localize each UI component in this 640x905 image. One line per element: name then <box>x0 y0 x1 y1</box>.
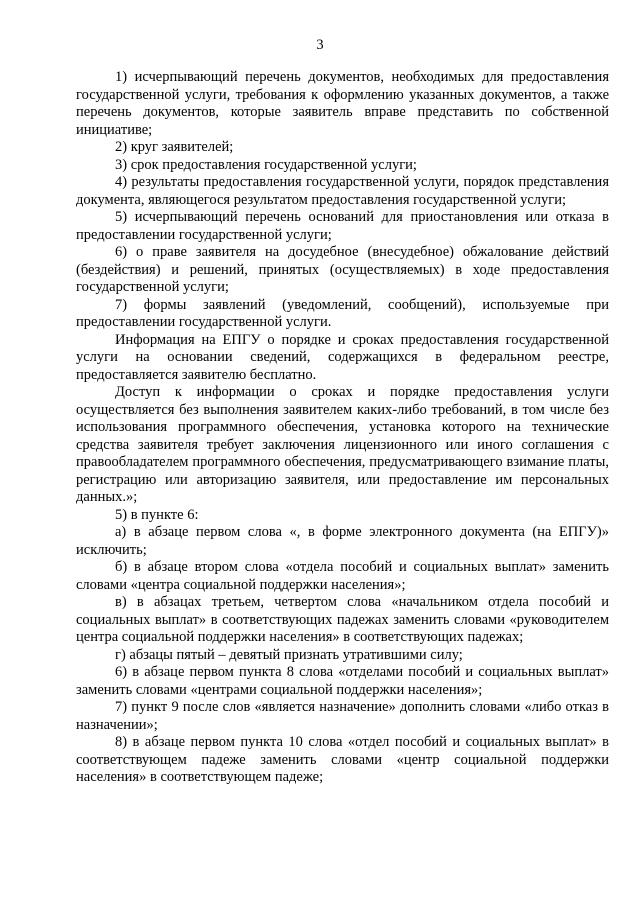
paragraph-subitem-b: б) в абзаце втором слова «отдела пособий и социальных выплат» заменить словами «центра социальной поддержки населения»; <box>76 559 609 593</box>
paragraph-subitem-g: г) абзацы пятый – девятый признать утратившими силу; <box>115 646 463 663</box>
paragraph-item-7: 7) формы заявлений (уведомлений, сообщений), используемые при предоставлении государственной услуги. <box>76 296 609 330</box>
page-number: 3 <box>316 37 324 53</box>
paragraph-item-3: 3) срок предоставления государственной услуги; <box>115 156 417 173</box>
paragraph-amend-8: 8) в абзаце первом пункта 10 слова «отдел пособий и социальных выплат» в соответствующем падеже заменить словами «центр социальной поддержки населения» в соответствующем падеже; <box>76 734 609 785</box>
document-body <box>76 69 609 787</box>
paragraph-item-5: 5) исчерпывающий перечень оснований для приостановления или отказа в предоставлении государственной услуги; <box>76 209 609 243</box>
paragraph-item-2: 2) круг заявителей; <box>115 139 234 155</box>
paragraph-amend-6: 6) в абзаце первом пункта 8 слова «отделами пособий и социальных выплат» заменить словами «центрами социальной поддержки населения»; <box>76 664 609 698</box>
paragraph-access-info: Доступ к информации о сроках и порядке предоставления услуги осуществляется без выполнения заявителем каких-либо требований, в том числе без использования программного обеспечения, установка которого на технические средства заявителя требует заключения лицензионного или иного соглашения с правообладателем программного обеспечения, предусматривающего взимание платы, регистрацию или авторизацию заявителя, или предоставление им персональных данных.»; <box>76 384 609 505</box>
paragraph-item-1: 1) исчерпывающий перечень документов, необходимых для предоставления государственной услуги, требования к оформлению указанных документов, а также перечень документов, которые заявитель вправе представить по собственной инициативе; <box>76 69 609 138</box>
paragraph-amend-7: 7) пункт 9 после слов «является назначение» дополнить словами «либо отказ в назначении»; <box>76 699 609 733</box>
paragraph-subitem-a: а) в абзаце первом слова «, в форме электронного документа (на ЕПГУ)» исключить; <box>76 524 609 558</box>
paragraph-subitem-v: в) в абзацах третьем, четвертом слова «начальником отдела пособий и социальных выплат» в соответствующих падежах заменить словами «руководителем центра социальной поддержки населения» в соответствующих падежах; <box>76 594 609 645</box>
paragraph-item-4: 4) результаты предоставления государственной услуги, порядок представления документа, являющегося результатом предоставления государственной услуги; <box>76 174 609 208</box>
paragraph-info-epgu: Информация на ЕПГУ о порядке и сроках предоставления государственной услуги на основании сведений, содержащихся в федеральном реестре, предоставляется заявителю бесплатно. <box>76 331 609 383</box>
paragraph-item-6: 6) о праве заявителя на досудебное (внесудебное) обжалование действий (бездействия) и решений, принятых (осуществляемых) в ходе предоставления государственной услуги; <box>76 244 609 295</box>
paragraph-point-6-intro: 5) в пункте 6: <box>115 506 199 523</box>
